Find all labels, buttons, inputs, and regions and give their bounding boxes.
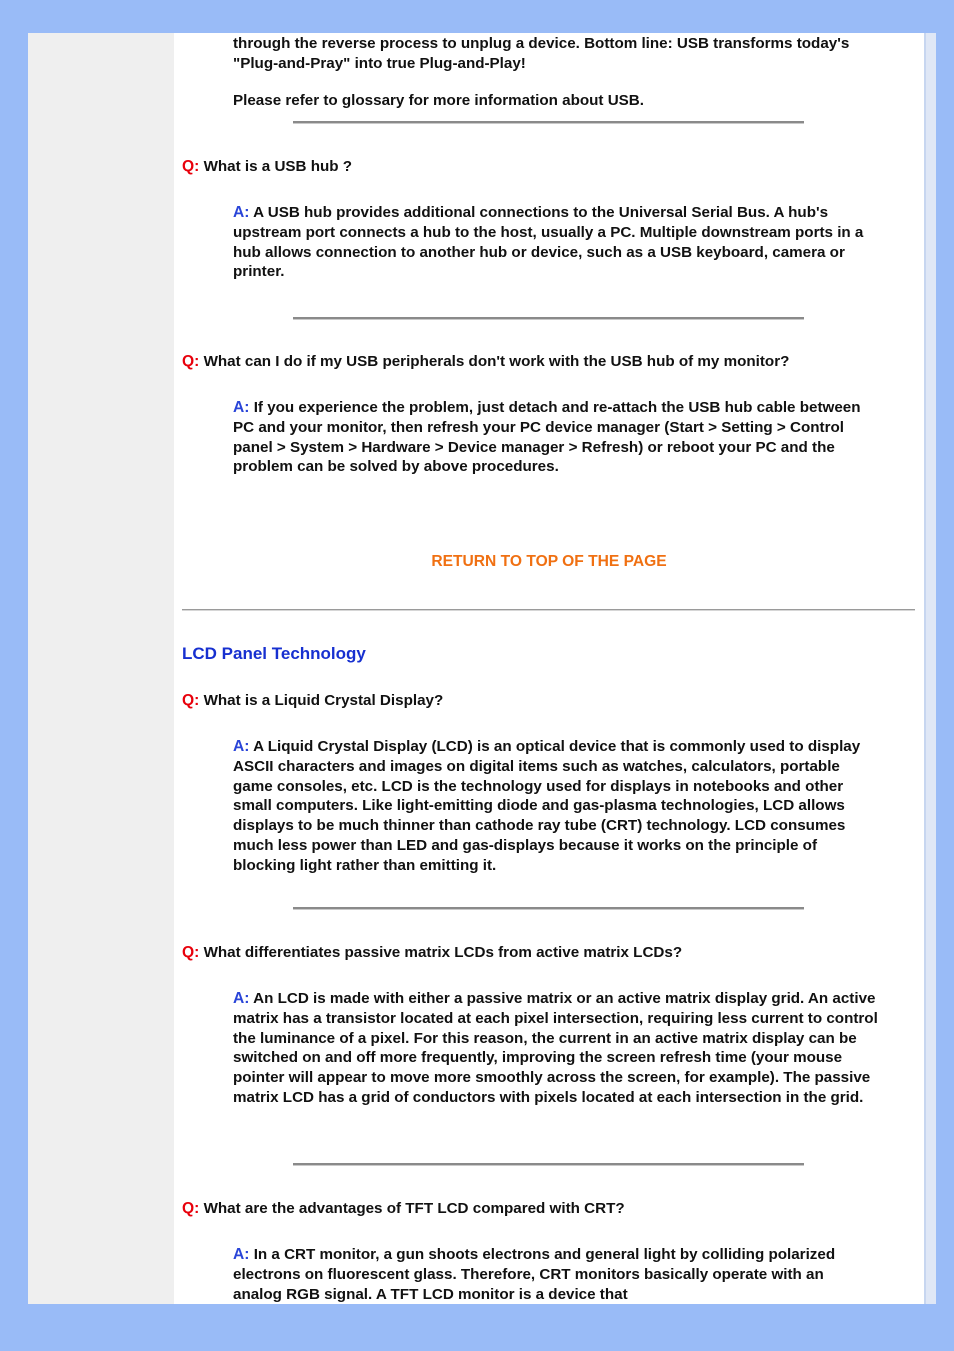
faq-question-usb-peripherals	[182, 352, 912, 372]
faq-question-passive-active	[182, 943, 912, 963]
separator-line	[293, 907, 804, 910]
answer-text: An LCD is made with either a passive matrix or an active matrix display grid. An active matrix has a transistor located at each pixel intersection, requiring less current to control the luminance of a pixel. For this reason, the current in an active matrix display can be switched on and off more frequently, improving the screen refresh time (your mouse pointer will appear to move more smoothly across the screen, for example). The passive matrix LCD has a grid of conductors with pixels located at each intersection in the grid.	[233, 990, 878, 1106]
question-label: Q:	[182, 353, 200, 370]
separator-line	[293, 1163, 804, 1166]
section-divider	[182, 609, 915, 611]
faq-answer-usb-hub	[233, 203, 873, 282]
answer-label: A:	[233, 738, 250, 755]
question-label: Q:	[182, 1200, 200, 1217]
answer-text: In a CRT monitor, a gun shoots electrons and general light by colliding polarized electrons on fluorescent glass. Therefore, CRT monitors basically operate with an analog RGB signal. A TFT LCD monitor is a device that	[233, 1246, 836, 1303]
left-margin-column	[28, 33, 174, 1304]
usb-glossary-note: Please refer to glossary for more information about USB.	[233, 92, 644, 109]
faq-question-tft-vs-crt	[182, 1199, 912, 1219]
question-label: Q:	[182, 692, 200, 709]
answer-label: A:	[233, 204, 250, 221]
question-text: What is a Liquid Crystal Display?	[203, 692, 444, 709]
document-page	[28, 33, 936, 1304]
answer-text: If you experience the problem, just detach and re-attach the USB hub cable between PC and your monitor, then refresh your PC device manager (Start > Setting > Control panel > System > Hardware > Device manager > Refresh) or reboot your PC and the problem can be solved by above procedures.	[233, 399, 861, 476]
question-label: Q:	[182, 944, 200, 961]
question-text: What can I do if my USB peripherals don't work with the USB hub of my monitor?	[203, 353, 790, 370]
answer-label: A:	[233, 399, 250, 416]
answer-text: A USB hub provides additional connections to the Universal Serial Bus. A hub's upstream port connects a hub to the host, usually a PC. Multiple downstream ports in a hub allows connection to another hub or device, such as a USB keyboard, camera or printer.	[233, 204, 864, 281]
question-text: What are the advantages of TFT LCD compared with CRT?	[203, 1200, 625, 1217]
answer-label: A:	[233, 990, 250, 1007]
faq-question-usb-hub	[182, 157, 912, 177]
faq-question-lcd-definition	[182, 691, 912, 711]
return-link-row	[174, 553, 924, 571]
question-label: Q:	[182, 158, 200, 175]
separator-line	[293, 121, 804, 124]
question-text: What is a USB hub ?	[203, 158, 353, 175]
faq-answer-passive-active	[233, 989, 883, 1108]
faq-answer-tft-vs-crt	[233, 1245, 853, 1304]
question-text: What differentiates passive matrix LCDs from active matrix LCDs?	[203, 944, 683, 961]
separator-line	[293, 317, 804, 320]
section-heading-lcd: LCD Panel Technology	[182, 644, 366, 663]
return-to-top-link[interactable]: RETURN TO TOP OF THE PAGE	[431, 553, 667, 570]
faq-answer-lcd-definition	[233, 737, 883, 876]
answer-text: A Liquid Crystal Display (LCD) is an optical device that is commonly used to display ASCII characters and images on digital items such as watches, calculators, portable game consoles, etc. LCD is the technology used for displays in notebooks and other small computers. Like light-emitting diode and gas-plasma technologies, LCD allows displays to be much thinner than cathode ray tube (CRT) technology. LCD consumes much less power than LED and gas-displays because it works on the principle of blocking light rather than emitting it.	[233, 738, 861, 874]
faq-answer-usb-peripherals	[233, 398, 873, 477]
answer-label: A:	[233, 1246, 250, 1263]
right-scroll-strip	[924, 33, 936, 1304]
usb-intro-tail: through the reverse process to unplug a device. Bottom line: USB transforms today's "Plug-and-Pray" into true Plug-and-Play!	[233, 35, 850, 72]
